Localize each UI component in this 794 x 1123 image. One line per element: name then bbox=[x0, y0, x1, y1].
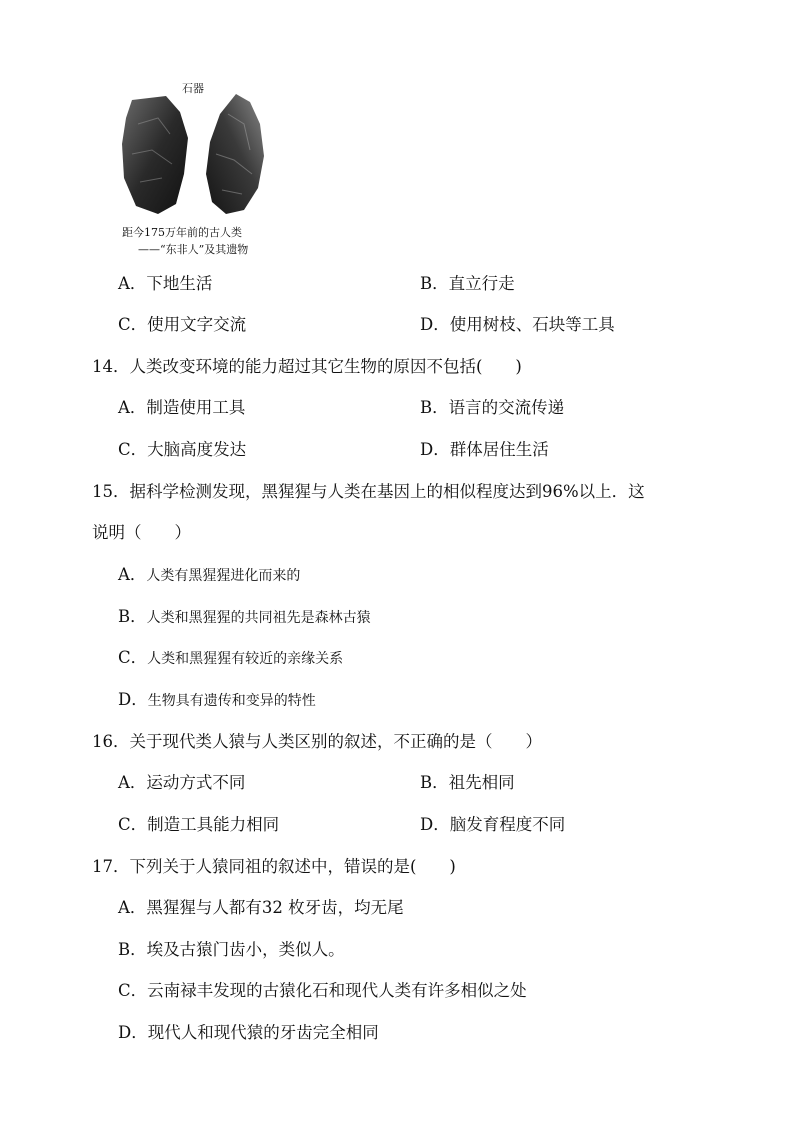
stone-tool-figure bbox=[112, 78, 282, 260]
option-letter: A． bbox=[118, 898, 147, 917]
q16-option-a bbox=[118, 772, 245, 794]
q16-option-d bbox=[420, 814, 565, 836]
q15-option-a bbox=[118, 564, 300, 587]
option-text: 下地生活 bbox=[146, 274, 213, 293]
q13-option-d bbox=[420, 314, 615, 336]
option-text: 运动方式不同 bbox=[146, 773, 246, 792]
q17-option-b bbox=[118, 939, 345, 961]
q14-stem: 14．人类改变环境的能力超过其它生物的原因不包括( ) bbox=[92, 357, 522, 376]
q16-option-c bbox=[118, 814, 279, 836]
option-letter: D． bbox=[420, 315, 450, 334]
option-text: 人类和黑猩猩的共同祖先是森林古猿 bbox=[146, 610, 371, 626]
q17-option-d bbox=[118, 1022, 379, 1044]
option-letter: A． bbox=[118, 274, 147, 293]
q13-option-b bbox=[420, 273, 515, 295]
option-letter: D． bbox=[118, 690, 148, 709]
q15-option-c bbox=[118, 647, 343, 670]
option-letter: B． bbox=[420, 398, 449, 417]
q15-option-d bbox=[118, 689, 316, 712]
stone-tools-image bbox=[118, 94, 278, 220]
option-text: 大脑高度发达 bbox=[147, 440, 247, 459]
option-letter: A． bbox=[118, 398, 147, 417]
option-text: 群体居住生活 bbox=[449, 440, 549, 459]
option-text: 制造工具能力相同 bbox=[147, 815, 280, 834]
stone-tool-right bbox=[206, 94, 264, 214]
option-letter: D． bbox=[420, 440, 450, 459]
option-letter: D． bbox=[118, 1023, 148, 1042]
option-letter: C． bbox=[118, 440, 148, 459]
option-text: 人类有黑猩猩进化而来的 bbox=[146, 568, 301, 584]
option-text: 制造使用工具 bbox=[146, 398, 246, 417]
q14-option-d bbox=[420, 439, 549, 461]
option-letter: C． bbox=[118, 315, 148, 334]
option-text: 直立行走 bbox=[448, 274, 515, 293]
q16-stem: 16．关于现代类人猿与人类区别的叙述，不正确的是（ ） bbox=[92, 732, 542, 751]
q17-option-c bbox=[118, 980, 527, 1002]
figure-caption-line2: ——“东非人”及其遗物 bbox=[138, 243, 249, 256]
option-text: 人类和黑猩猩有较近的亲缘关系 bbox=[147, 651, 344, 667]
option-letter: A． bbox=[118, 773, 147, 792]
q15-stem-line2: 说明（ ） bbox=[92, 523, 191, 542]
q17-stem: 17．下列关于人猿同祖的叙述中，错误的是( ) bbox=[92, 857, 456, 876]
figure-caption-line1: 距今175万年前的古人类 bbox=[122, 226, 242, 239]
option-letter: B． bbox=[420, 773, 449, 792]
stone-tool-left bbox=[122, 96, 188, 214]
q17-option-a bbox=[118, 897, 404, 919]
q16-option-b bbox=[420, 772, 515, 794]
option-letter: D． bbox=[420, 815, 450, 834]
option-text: 语言的交流传递 bbox=[448, 398, 565, 417]
option-text: 黑猩猩与人都有32 枚牙齿，均无尾 bbox=[146, 898, 404, 917]
q14-option-a bbox=[118, 397, 245, 419]
figure-caption-top: 石器 bbox=[182, 82, 204, 95]
option-text: 使用文字交流 bbox=[147, 315, 247, 334]
option-letter: C． bbox=[118, 981, 148, 1000]
option-text: 祖先相同 bbox=[448, 773, 515, 792]
q14-option-b bbox=[420, 397, 564, 419]
option-letter: B． bbox=[118, 607, 147, 626]
option-letter: B． bbox=[420, 274, 449, 293]
option-letter: C． bbox=[118, 815, 148, 834]
q14-option-c bbox=[118, 439, 246, 461]
option-text: 埃及古猿门齿小，类似人。 bbox=[146, 940, 345, 959]
option-text: 生物具有遗传和变异的特性 bbox=[147, 693, 316, 709]
q13-option-a bbox=[118, 273, 212, 295]
option-text: 现代人和现代猿的牙齿完全相同 bbox=[147, 1023, 379, 1042]
q13-option-c bbox=[118, 314, 246, 336]
option-text: 使用树枝、石块等工具 bbox=[449, 315, 615, 334]
option-letter: B． bbox=[118, 940, 147, 959]
option-text: 脑发育程度不同 bbox=[449, 815, 566, 834]
option-letter: C． bbox=[118, 648, 148, 667]
q15-option-b bbox=[118, 606, 371, 629]
q15-stem-line1: 15．据科学检测发现，黑猩猩与人类在基因上的相似程度达到96%以上．这 bbox=[92, 482, 645, 501]
option-text: 云南禄丰发现的古猿化石和现代人类有许多相似之处 bbox=[147, 981, 527, 1000]
option-letter: A． bbox=[118, 565, 147, 584]
